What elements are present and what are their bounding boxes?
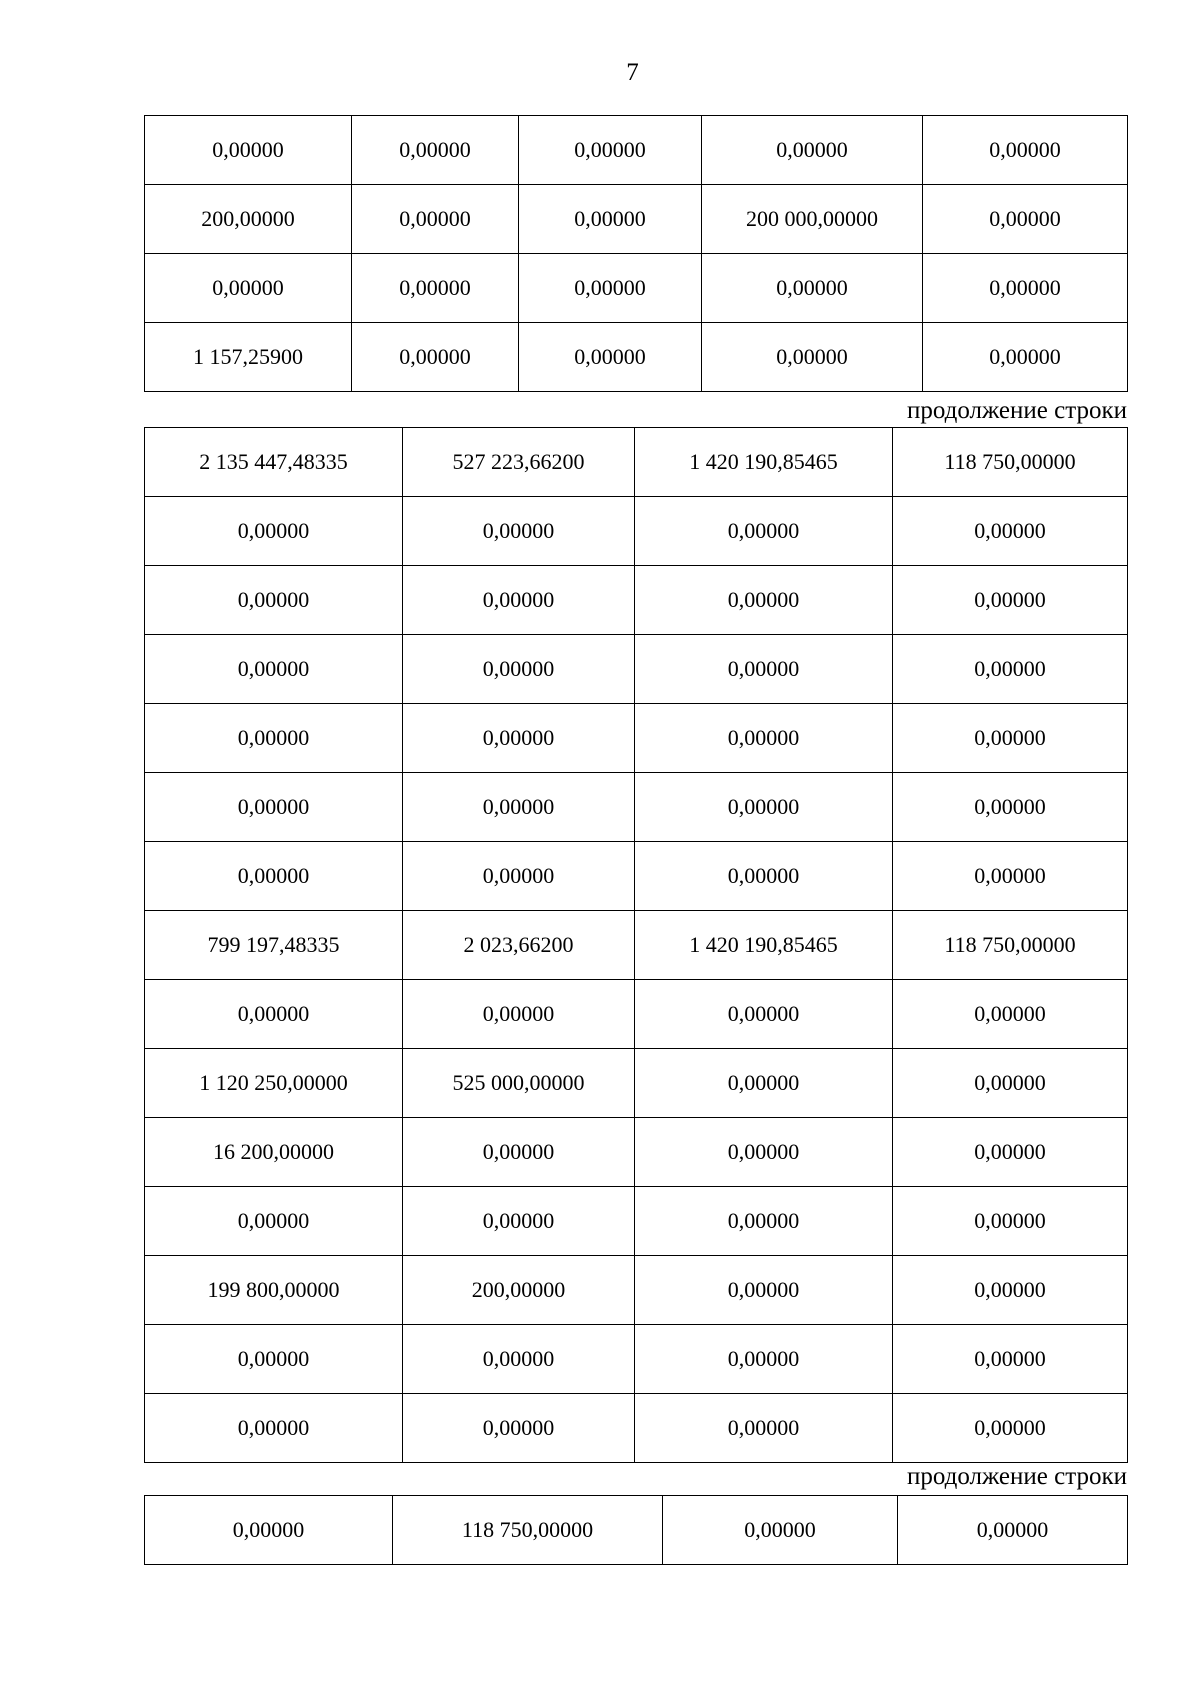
table-cell: 0,00000 [145, 566, 403, 635]
table-cell: 1 420 190,85465 [635, 911, 893, 980]
table-cell: 0,00000 [403, 566, 635, 635]
table-cell: 0,00000 [403, 773, 635, 842]
table-row [145, 323, 1128, 392]
table-cell: 0,00000 [403, 980, 635, 1049]
table-cell: 0,00000 [635, 566, 893, 635]
table-cell: 527 223,66200 [403, 428, 635, 497]
table-cell: 0,00000 [403, 497, 635, 566]
table-row [145, 1325, 1128, 1394]
table-row [145, 1496, 1128, 1565]
table-cell: 0,00000 [893, 566, 1128, 635]
table-row [145, 116, 1128, 185]
table-row [145, 911, 1128, 980]
table-3 [144, 1495, 1128, 1565]
table-cell: 0,00000 [893, 1325, 1128, 1394]
table-cell: 0,00000 [898, 1496, 1128, 1565]
table-cell: 200,00000 [145, 185, 352, 254]
table-cell: 0,00000 [702, 116, 923, 185]
table-row [145, 254, 1128, 323]
table-cell: 118 750,00000 [893, 911, 1128, 980]
table-cell: 0,00000 [145, 773, 403, 842]
table-cell: 799 197,48335 [145, 911, 403, 980]
table-cell: 0,00000 [145, 1187, 403, 1256]
table-cell: 0,00000 [145, 116, 352, 185]
table-cell: 0,00000 [145, 704, 403, 773]
table-cell: 0,00000 [145, 254, 352, 323]
table-cell: 0,00000 [403, 1325, 635, 1394]
table-cell: 0,00000 [352, 185, 519, 254]
table-cell: 0,00000 [635, 1187, 893, 1256]
table-2 [144, 427, 1128, 1463]
table-cell: 2 135 447,48335 [145, 428, 403, 497]
table-cell: 0,00000 [519, 254, 702, 323]
table-cell: 1 120 250,00000 [145, 1049, 403, 1118]
table-cell: 0,00000 [923, 116, 1128, 185]
table-cell: 0,00000 [893, 704, 1128, 773]
table-row [145, 1118, 1128, 1187]
table-cell: 0,00000 [893, 1118, 1128, 1187]
table-row [145, 497, 1128, 566]
table-cell: 0,00000 [145, 497, 403, 566]
table-cell: 200 000,00000 [702, 185, 923, 254]
table-row [145, 566, 1128, 635]
table-cell: 118 750,00000 [893, 428, 1128, 497]
table-row [145, 185, 1128, 254]
table-cell: 0,00000 [702, 323, 923, 392]
table-row [145, 1256, 1128, 1325]
table-cell: 200,00000 [403, 1256, 635, 1325]
table-cell: 0,00000 [403, 1118, 635, 1187]
table-cell: 0,00000 [519, 116, 702, 185]
table-cell: 0,00000 [635, 1256, 893, 1325]
table-cell: 0,00000 [893, 1187, 1128, 1256]
continuation-caption: продолжение строки [906, 1463, 1127, 1490]
table-cell: 0,00000 [145, 842, 403, 911]
table-cell: 0,00000 [635, 980, 893, 1049]
table-cell: 0,00000 [893, 1256, 1128, 1325]
table-cell: 0,00000 [923, 185, 1128, 254]
table-row [145, 980, 1128, 1049]
table-cell: 1 420 190,85465 [635, 428, 893, 497]
table-cell: 0,00000 [145, 1496, 393, 1565]
table-cell: 0,00000 [635, 1118, 893, 1187]
table-cell: 0,00000 [893, 1049, 1128, 1118]
table-cell: 0,00000 [352, 254, 519, 323]
table-cell: 0,00000 [635, 842, 893, 911]
table-row [145, 773, 1128, 842]
table-cell: 16 200,00000 [145, 1118, 403, 1187]
table-cell: 0,00000 [403, 842, 635, 911]
table-cell: 0,00000 [702, 254, 923, 323]
table-cell: 0,00000 [893, 980, 1128, 1049]
table-row [145, 1049, 1128, 1118]
table-row [145, 842, 1128, 911]
table-cell: 0,00000 [635, 704, 893, 773]
table-row [145, 1187, 1128, 1256]
table-cell: 0,00000 [519, 185, 702, 254]
table-cell: 1 157,25900 [145, 323, 352, 392]
table-cell: 0,00000 [145, 1394, 403, 1463]
table-cell: 0,00000 [145, 980, 403, 1049]
table-cell: 0,00000 [635, 1325, 893, 1394]
table-cell: 0,00000 [403, 635, 635, 704]
table-cell: 0,00000 [923, 323, 1128, 392]
table-cell: 199 800,00000 [145, 1256, 403, 1325]
table-cell: 0,00000 [893, 1394, 1128, 1463]
continuation-caption: продолжение строки [906, 397, 1127, 424]
table-cell: 0,00000 [635, 773, 893, 842]
table-1 [144, 115, 1128, 392]
table-cell: 0,00000 [403, 1187, 635, 1256]
table-cell: 0,00000 [352, 323, 519, 392]
table-cell: 0,00000 [663, 1496, 898, 1565]
table-cell: 0,00000 [923, 254, 1128, 323]
table-cell: 0,00000 [145, 635, 403, 704]
table-cell: 0,00000 [893, 773, 1128, 842]
table-cell: 525 000,00000 [403, 1049, 635, 1118]
table-cell: 0,00000 [403, 1394, 635, 1463]
table-cell: 0,00000 [893, 842, 1128, 911]
table-cell: 0,00000 [635, 635, 893, 704]
table-row [145, 704, 1128, 773]
table-row [145, 1394, 1128, 1463]
table-row [145, 635, 1128, 704]
table-cell: 0,00000 [635, 1394, 893, 1463]
table-cell: 0,00000 [635, 1049, 893, 1118]
page-number: 7 [626, 59, 639, 86]
table-cell: 0,00000 [403, 704, 635, 773]
table-cell: 0,00000 [635, 497, 893, 566]
table-cell: 0,00000 [352, 116, 519, 185]
table-cell: 2 023,66200 [403, 911, 635, 980]
table-cell: 0,00000 [893, 635, 1128, 704]
table-row [145, 428, 1128, 497]
table-cell: 0,00000 [145, 1325, 403, 1394]
table-cell: 0,00000 [893, 497, 1128, 566]
table-cell: 0,00000 [519, 323, 702, 392]
table-cell: 118 750,00000 [393, 1496, 663, 1565]
